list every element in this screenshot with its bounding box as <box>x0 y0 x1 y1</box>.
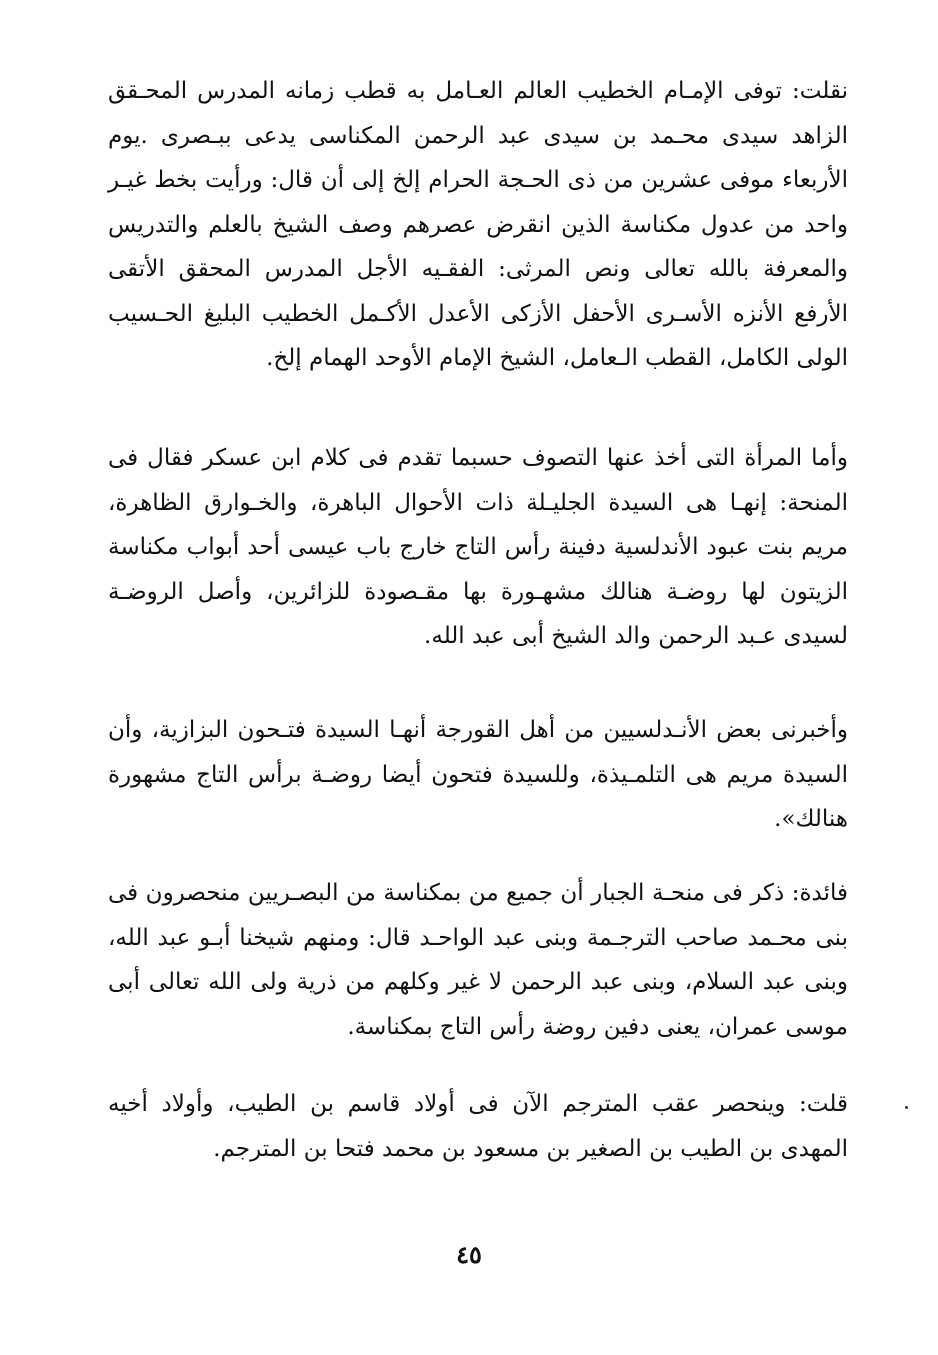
paragraph-4-block <box>108 871 848 1049</box>
paragraph-3-block <box>108 708 848 842</box>
paragraph-3: وأخبرنى بعض الأنـدلسيين من أهل القورجة أنهـا السيدة فتـحون البزازية، وأن السيدة مريم هى التلمـيذة، وللسيدة فتحون أيضا روضـة برأس التاج مشهورة هنالك». <box>108 717 848 832</box>
paragraph-1-block <box>108 69 848 381</box>
page-number: ٤٥ <box>456 1240 482 1269</box>
paragraph-2-block <box>108 436 848 659</box>
scan-speck <box>905 1106 908 1109</box>
paragraph-4: فائدة: ذكر فى منحـة الجبار أن جميع من بمكناسة من البصـريين منحصرون فى بنى محـمد صاحب الترجـمة وبنى عبد الواحـد قال: ومنهم شيخنا أبـو عبد الله، وبنى عبد السلام، وبنى عبد الرحمن لا غير وكلهم من ذرية ولى الله تعالى أبى موسى عمران، يعنى دفين روضة رأس التاج بمكناسة. <box>108 880 848 1040</box>
paragraph-1: نقلت: توفى الإمـام الخطيب العالم العـامل به قطب زمانه المدرس المحـقق الزاهد سيدى محـمد بن سيدى عبد الرحمن المكناسى يدعى ببـصرى .يوم الأربعاء موفى عشرين من ذى الحـجة الحرام إلخ إلى أن قال: ورأيت بخط غيـر واحد من عدول مكناسة الذين انقرض عصرهم وصف الشيخ بالعلم والتدريس والمعرفة بالله تعالى ونص المرثى: الفقـيه الأجل المدرس المحقق الأتقى الأرفع الأنزه الأسـرى الأحفل الأزكى الأعدل الأكـمل الخطيب البليغ الحـسيب الولى الكامل، القطب الـعامل، الشيخ الإمام الأوحد الهمام إلخ. <box>108 78 848 371</box>
paragraph-5-block <box>108 1082 848 1171</box>
paragraph-5: قلت: وينحصر عقب المترجم الآن فى أولاد قاسم بن الطيب، وأولاد أخيه المهدى بن الطيب بن الصغير بن مسعود بن محمد فتحا بن المترجم. <box>108 1091 848 1162</box>
paragraph-2: وأما المرأة التى أخذ عنها التصوف حسبما تقدم فى كلام ابن عسكر فقال فى المنحة: إنهـا هى السيدة الجليـلة ذات الأحوال الباهرة، والخـوارق الظاهرة، مريم بنت عبود الأندلسية دفينة رأس التاج خارج باب عيسى أحد أبواب مكناسة الزيتون لها روضـة هنالك مشهـورة بها مقـصودة للزائرين، وأصل الروضـة لسيدى عـبد الرحمن والد الشيخ أبى عبد الله. <box>108 445 848 649</box>
